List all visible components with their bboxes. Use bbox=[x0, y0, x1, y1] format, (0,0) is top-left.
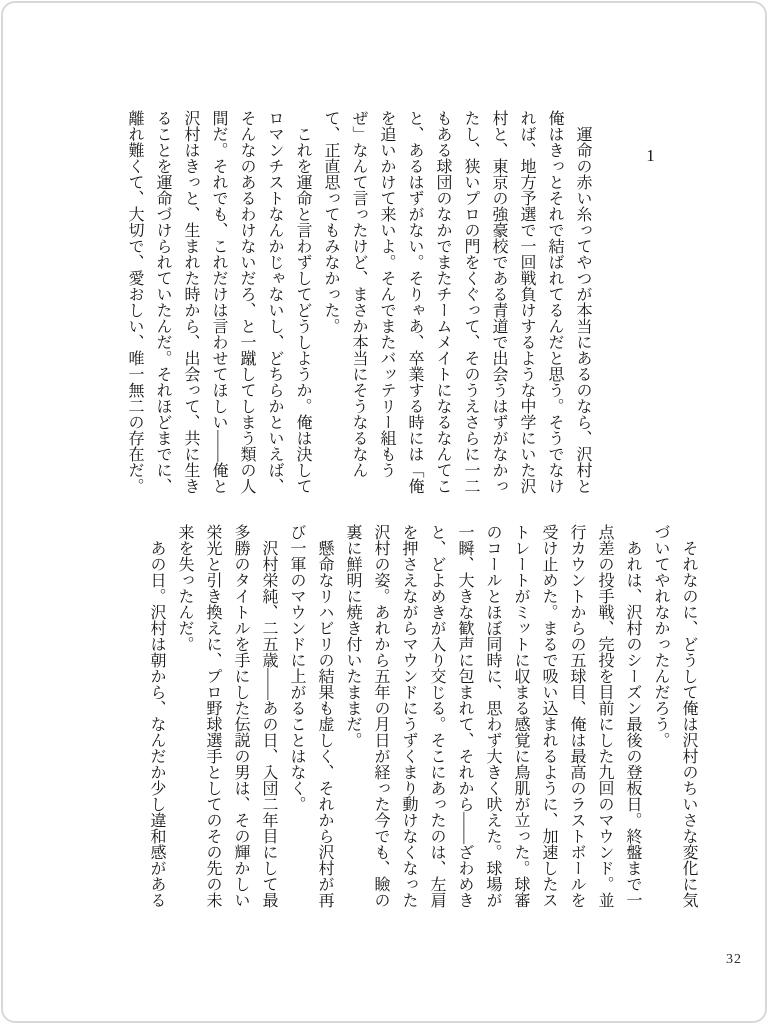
paragraph: それなのに、どうして俺は沢村のちいさな変化に気づいてやれなかったんだろう。 bbox=[652, 524, 697, 908]
paragraph: あれは、沢村のシーズン最後の登板日。終盤まで一点差の投手戦、完投を目前にした九回のマウンド。並行カウントからの五球目、俺は最高のラストボールを受け止めた。まるで吸い込まれるように、加速したストレートがミットに収まる感覚に鳥肌が立った。球審のコールとほぼ同時に、思わず大きく吠えた。球場が一瞬、大きな歓声に包まれて、それから――ざわめきと、どよめきが入り交じる。そこにあったのは、左肩を押さえながらマウンドにうずくまり動けなくなった沢村の姿。あれから五年の月日が経った今でも、瞼の裏に鮮明に焼き付いたままだ。 bbox=[344, 524, 641, 908]
page-top-section bbox=[120, 110, 664, 496]
page-bottom-section bbox=[142, 524, 702, 910]
paragraph: 沢村栄純、二五歳――あの日、入団二年目にして最多勝のタイトルを手にした伝説の男は、その輝かしい栄光と引き換えに、プロ野球選手としてのその先の未来を失ったんだ。 bbox=[176, 524, 277, 908]
paragraph: これを運命と言わずしてどうしようか。俺は決してロマンチストなんかじゃないし、どちらかといえば、そんなのあるわけないだろ、と一蹴してしまう類の人間だ。それでも、これだけは言わせてほしい――俺と沢村はきっと、生まれた時から、出会って、共に生きることを運命づけられていたんだ。それほどまでに、離れ難くて、大切で、愛おしい、唯一無二の存在だ。 bbox=[126, 110, 311, 494]
paragraph: 懸命なリハビリの結果も虚しく、それから沢村が再び一軍のマウンドに上がることはなく。 bbox=[288, 524, 333, 908]
chapter-number: 1 bbox=[641, 146, 660, 165]
paragraph: 運命の赤い糸ってやつが本当にあるのなら、沢村と俺はきっとそれで結ばれてるんだと思う。そうでなければ、地方予選で一回戦負けするような中学にいた沢村と、東京の強豪校である青道で出会うはずがなかったし、狭いプロの門をくぐって、そのうえさらに一二もある球団のなかでまたチームメイトになるなんてこと、あるはずがない。そりゃあ、卒業する時には「俺を追いかけて来いよ。そんでまたバッテリー組もうぜ」なんて言ったけど、まさか本当にそうなるなんて、正直思ってもみなかった。 bbox=[322, 110, 591, 494]
paragraph: あの日。沢村は朝から、なんだか少し違和感がある bbox=[148, 524, 165, 908]
page-number: 32 bbox=[726, 952, 742, 967]
